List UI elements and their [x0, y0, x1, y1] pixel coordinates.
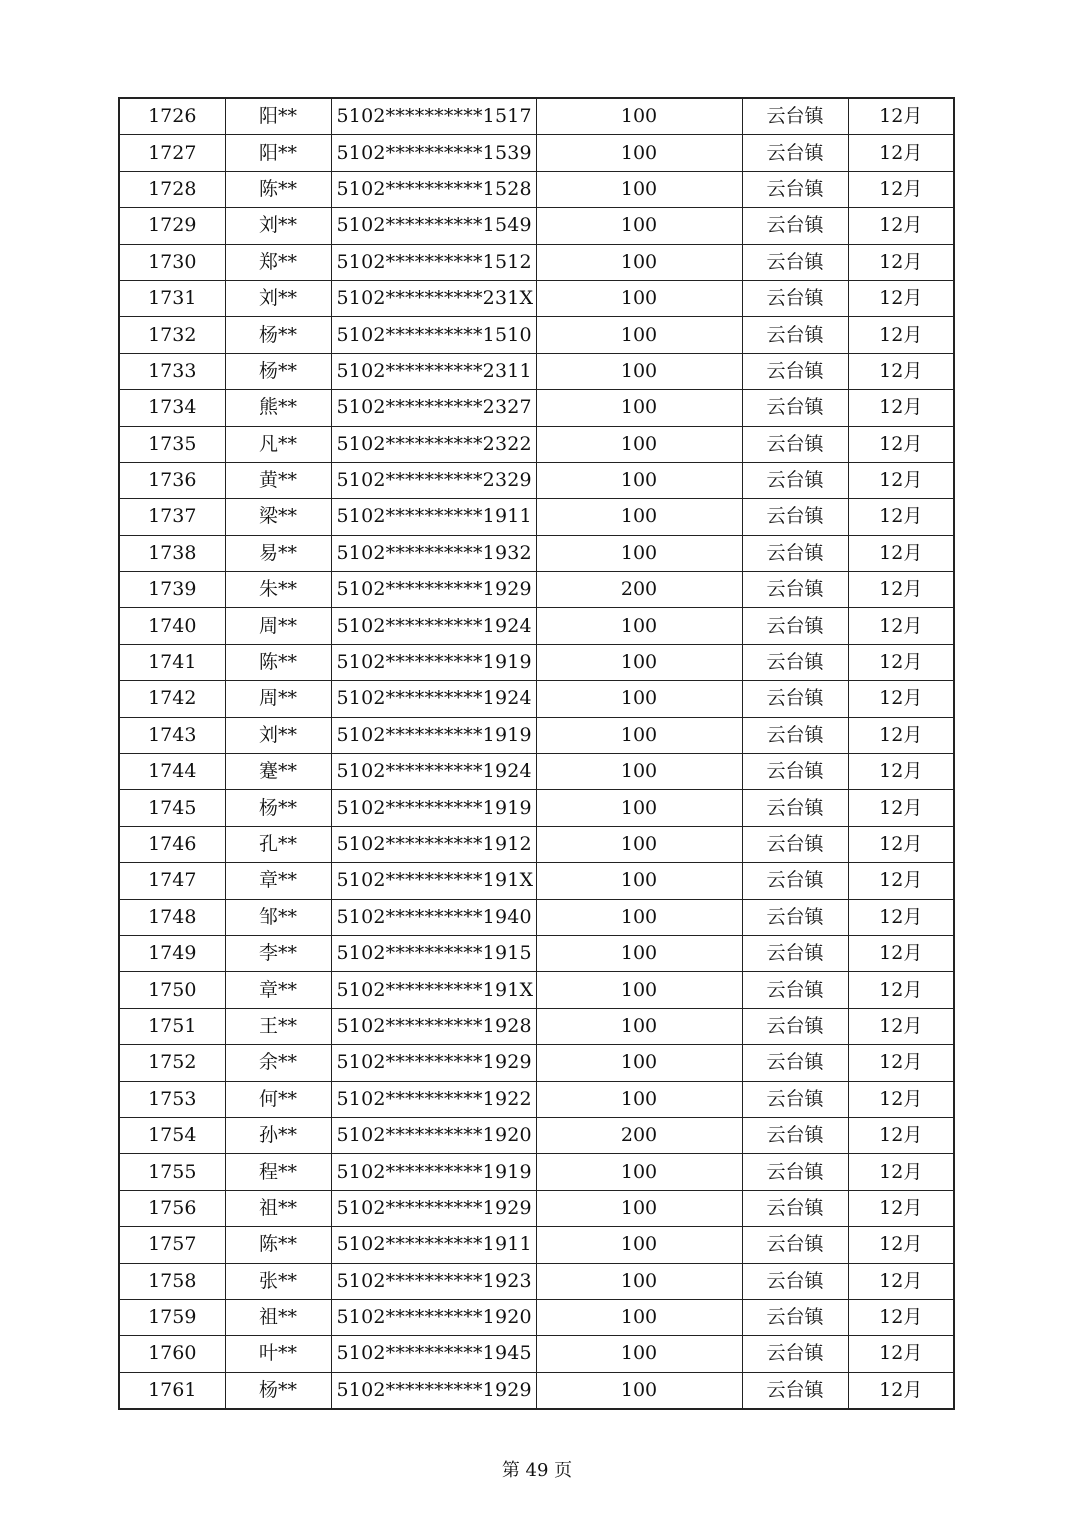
name-cell: 熊** [225, 390, 331, 426]
seq-cell: 1742 [119, 681, 225, 717]
table-row [119, 426, 954, 462]
town-cell: 云台镇 [742, 935, 848, 971]
month-cell: 12月 [848, 353, 954, 389]
town-cell: 云台镇 [742, 171, 848, 207]
seq-cell: 1750 [119, 972, 225, 1008]
town-cell: 云台镇 [742, 681, 848, 717]
name-cell: 周** [225, 681, 331, 717]
table-row [119, 1372, 954, 1409]
table-row [119, 972, 954, 1008]
id-number-cell: 5102**********1911 [331, 499, 536, 535]
amount-cell: 200 [536, 1117, 742, 1153]
amount-cell: 100 [536, 1336, 742, 1372]
amount-cell: 100 [536, 1154, 742, 1190]
id-number-cell: 5102**********1923 [331, 1263, 536, 1299]
town-cell: 云台镇 [742, 98, 848, 135]
month-cell: 12月 [848, 826, 954, 862]
name-cell: 陈** [225, 644, 331, 680]
seq-cell: 1757 [119, 1227, 225, 1263]
name-cell: 何** [225, 1081, 331, 1117]
amount-cell: 100 [536, 535, 742, 571]
month-cell: 12月 [848, 280, 954, 316]
id-number-cell: 5102**********1919 [331, 790, 536, 826]
id-number-cell: 5102**********1924 [331, 754, 536, 790]
id-number-cell: 5102**********1911 [331, 1227, 536, 1263]
seq-cell: 1753 [119, 1081, 225, 1117]
seq-cell: 1751 [119, 1008, 225, 1044]
id-number-cell: 5102**********1932 [331, 535, 536, 571]
table-row [119, 535, 954, 571]
name-cell: 叶** [225, 1336, 331, 1372]
town-cell: 云台镇 [742, 1299, 848, 1335]
id-number-cell: 5102**********1919 [331, 644, 536, 680]
town-cell: 云台镇 [742, 390, 848, 426]
amount-cell: 100 [536, 98, 742, 135]
amount-cell: 100 [536, 171, 742, 207]
id-number-cell: 5102**********1929 [331, 1045, 536, 1081]
id-number-cell: 5102**********191X [331, 972, 536, 1008]
town-cell: 云台镇 [742, 1154, 848, 1190]
id-number-cell: 5102**********1924 [331, 608, 536, 644]
id-number-cell: 5102**********191X [331, 863, 536, 899]
id-number-cell: 5102**********1922 [331, 1081, 536, 1117]
town-cell: 云台镇 [742, 790, 848, 826]
town-cell: 云台镇 [742, 1008, 848, 1044]
amount-cell: 100 [536, 935, 742, 971]
id-number-cell: 5102**********1517 [331, 98, 536, 135]
seq-cell: 1736 [119, 462, 225, 498]
name-cell: 张** [225, 1263, 331, 1299]
table-row [119, 135, 954, 171]
name-cell: 蹇** [225, 754, 331, 790]
month-cell: 12月 [848, 135, 954, 171]
amount-cell: 100 [536, 390, 742, 426]
table-row [119, 863, 954, 899]
table-row [119, 499, 954, 535]
name-cell: 刘** [225, 280, 331, 316]
month-cell: 12月 [848, 1336, 954, 1372]
month-cell: 12月 [848, 1154, 954, 1190]
month-cell: 12月 [848, 608, 954, 644]
month-cell: 12月 [848, 899, 954, 935]
seq-cell: 1734 [119, 390, 225, 426]
month-cell: 12月 [848, 244, 954, 280]
seq-cell: 1733 [119, 353, 225, 389]
town-cell: 云台镇 [742, 1045, 848, 1081]
table-row [119, 644, 954, 680]
town-cell: 云台镇 [742, 1117, 848, 1153]
name-cell: 朱** [225, 572, 331, 608]
seq-cell: 1726 [119, 98, 225, 135]
month-cell: 12月 [848, 1008, 954, 1044]
month-cell: 12月 [848, 717, 954, 753]
id-number-cell: 5102**********1528 [331, 171, 536, 207]
table-row [119, 572, 954, 608]
name-cell: 章** [225, 863, 331, 899]
seq-cell: 1749 [119, 935, 225, 971]
month-cell: 12月 [848, 1117, 954, 1153]
amount-cell: 100 [536, 681, 742, 717]
table-row [119, 717, 954, 753]
table-row [119, 1045, 954, 1081]
amount-cell: 100 [536, 1372, 742, 1409]
table-row [119, 353, 954, 389]
amount-cell: 100 [536, 899, 742, 935]
month-cell: 12月 [848, 1081, 954, 1117]
name-cell: 梁** [225, 499, 331, 535]
seq-cell: 1744 [119, 754, 225, 790]
month-cell: 12月 [848, 1190, 954, 1226]
town-cell: 云台镇 [742, 572, 848, 608]
town-cell: 云台镇 [742, 899, 848, 935]
name-cell: 杨** [225, 317, 331, 353]
month-cell: 12月 [848, 1045, 954, 1081]
id-number-cell: 5102**********1919 [331, 1154, 536, 1190]
id-number-cell: 5102**********2329 [331, 462, 536, 498]
town-cell: 云台镇 [742, 1372, 848, 1409]
town-cell: 云台镇 [742, 353, 848, 389]
month-cell: 12月 [848, 462, 954, 498]
name-cell: 章** [225, 972, 331, 1008]
id-number-cell: 5102**********1549 [331, 208, 536, 244]
month-cell: 12月 [848, 972, 954, 1008]
seq-cell: 1745 [119, 790, 225, 826]
seq-cell: 1756 [119, 1190, 225, 1226]
seq-cell: 1729 [119, 208, 225, 244]
month-cell: 12月 [848, 317, 954, 353]
table-row [119, 754, 954, 790]
name-cell: 黄** [225, 462, 331, 498]
town-cell: 云台镇 [742, 462, 848, 498]
month-cell: 12月 [848, 426, 954, 462]
table-row [119, 1190, 954, 1226]
month-cell: 12月 [848, 644, 954, 680]
id-number-cell: 5102**********1539 [331, 135, 536, 171]
amount-cell: 100 [536, 1299, 742, 1335]
name-cell: 祖** [225, 1299, 331, 1335]
town-cell: 云台镇 [742, 608, 848, 644]
town-cell: 云台镇 [742, 280, 848, 316]
town-cell: 云台镇 [742, 717, 848, 753]
name-cell: 杨** [225, 790, 331, 826]
month-cell: 12月 [848, 572, 954, 608]
id-number-cell: 5102**********231X [331, 280, 536, 316]
seq-cell: 1738 [119, 535, 225, 571]
id-number-cell: 5102**********2322 [331, 426, 536, 462]
name-cell: 刘** [225, 208, 331, 244]
id-number-cell: 5102**********1920 [331, 1117, 536, 1153]
amount-cell: 100 [536, 426, 742, 462]
id-number-cell: 5102**********1919 [331, 717, 536, 753]
amount-cell: 100 [536, 754, 742, 790]
name-cell: 杨** [225, 1372, 331, 1409]
table-row [119, 826, 954, 862]
id-number-cell: 5102**********1920 [331, 1299, 536, 1335]
seq-cell: 1760 [119, 1336, 225, 1372]
table-row [119, 899, 954, 935]
name-cell: 程** [225, 1154, 331, 1190]
seq-cell: 1739 [119, 572, 225, 608]
id-number-cell: 5102**********1924 [331, 681, 536, 717]
id-number-cell: 5102**********1915 [331, 935, 536, 971]
town-cell: 云台镇 [742, 244, 848, 280]
town-cell: 云台镇 [742, 208, 848, 244]
month-cell: 12月 [848, 863, 954, 899]
month-cell: 12月 [848, 390, 954, 426]
month-cell: 12月 [848, 171, 954, 207]
name-cell: 阳** [225, 135, 331, 171]
table-row [119, 1154, 954, 1190]
table-row [119, 98, 954, 135]
table-row [119, 935, 954, 971]
amount-cell: 100 [536, 644, 742, 680]
town-cell: 云台镇 [742, 1190, 848, 1226]
table-row [119, 317, 954, 353]
amount-cell: 100 [536, 208, 742, 244]
month-cell: 12月 [848, 1227, 954, 1263]
amount-cell: 100 [536, 790, 742, 826]
seq-cell: 1732 [119, 317, 225, 353]
id-number-cell: 5102**********1940 [331, 899, 536, 935]
month-cell: 12月 [848, 1263, 954, 1299]
id-number-cell: 5102**********1945 [331, 1336, 536, 1372]
name-cell: 孔** [225, 826, 331, 862]
id-number-cell: 5102**********2311 [331, 353, 536, 389]
amount-cell: 100 [536, 1008, 742, 1044]
amount-cell: 100 [536, 317, 742, 353]
table-row [119, 390, 954, 426]
name-cell: 邹** [225, 899, 331, 935]
amount-cell: 100 [536, 353, 742, 389]
amount-cell: 100 [536, 826, 742, 862]
town-cell: 云台镇 [742, 135, 848, 171]
name-cell: 周** [225, 608, 331, 644]
town-cell: 云台镇 [742, 826, 848, 862]
name-cell: 郑** [225, 244, 331, 280]
id-number-cell: 5102**********1512 [331, 244, 536, 280]
amount-cell: 100 [536, 863, 742, 899]
id-number-cell: 5102**********1929 [331, 1190, 536, 1226]
seq-cell: 1728 [119, 171, 225, 207]
table-row [119, 280, 954, 316]
month-cell: 12月 [848, 1372, 954, 1409]
month-cell: 12月 [848, 935, 954, 971]
seq-cell: 1741 [119, 644, 225, 680]
seq-cell: 1743 [119, 717, 225, 753]
month-cell: 12月 [848, 208, 954, 244]
amount-cell: 100 [536, 280, 742, 316]
seq-cell: 1747 [119, 863, 225, 899]
seq-cell: 1755 [119, 1154, 225, 1190]
table-row [119, 1117, 954, 1153]
name-cell: 陈** [225, 171, 331, 207]
table-row [119, 1336, 954, 1372]
month-cell: 12月 [848, 754, 954, 790]
name-cell: 刘** [225, 717, 331, 753]
amount-cell: 100 [536, 499, 742, 535]
table-row [119, 462, 954, 498]
town-cell: 云台镇 [742, 535, 848, 571]
table-row [119, 244, 954, 280]
amount-cell: 100 [536, 1227, 742, 1263]
table-row [119, 1227, 954, 1263]
name-cell: 凡** [225, 426, 331, 462]
month-cell: 12月 [848, 535, 954, 571]
seq-cell: 1730 [119, 244, 225, 280]
table-row [119, 1008, 954, 1044]
amount-cell: 100 [536, 1045, 742, 1081]
seq-cell: 1758 [119, 1263, 225, 1299]
seq-cell: 1754 [119, 1117, 225, 1153]
table-row [119, 171, 954, 207]
amount-cell: 100 [536, 717, 742, 753]
town-cell: 云台镇 [742, 317, 848, 353]
amount-cell: 100 [536, 1263, 742, 1299]
amount-cell: 200 [536, 572, 742, 608]
subsidy-table [118, 97, 955, 1410]
id-number-cell: 5102**********1929 [331, 1372, 536, 1409]
town-cell: 云台镇 [742, 1081, 848, 1117]
town-cell: 云台镇 [742, 1227, 848, 1263]
seq-cell: 1740 [119, 608, 225, 644]
seq-cell: 1727 [119, 135, 225, 171]
amount-cell: 100 [536, 608, 742, 644]
table-row [119, 790, 954, 826]
town-cell: 云台镇 [742, 972, 848, 1008]
seq-cell: 1759 [119, 1299, 225, 1335]
seq-cell: 1746 [119, 826, 225, 862]
town-cell: 云台镇 [742, 1263, 848, 1299]
amount-cell: 100 [536, 1190, 742, 1226]
name-cell: 易** [225, 535, 331, 571]
table-row [119, 208, 954, 244]
seq-cell: 1735 [119, 426, 225, 462]
month-cell: 12月 [848, 499, 954, 535]
town-cell: 云台镇 [742, 499, 848, 535]
town-cell: 云台镇 [742, 426, 848, 462]
id-number-cell: 5102**********1912 [331, 826, 536, 862]
seq-cell: 1752 [119, 1045, 225, 1081]
id-number-cell: 5102**********2327 [331, 390, 536, 426]
month-cell: 12月 [848, 790, 954, 826]
table-row [119, 1299, 954, 1335]
name-cell: 李** [225, 935, 331, 971]
town-cell: 云台镇 [742, 754, 848, 790]
seq-cell: 1731 [119, 280, 225, 316]
seq-cell: 1761 [119, 1372, 225, 1409]
amount-cell: 100 [536, 972, 742, 1008]
name-cell: 余** [225, 1045, 331, 1081]
name-cell: 陈** [225, 1227, 331, 1263]
id-number-cell: 5102**********1928 [331, 1008, 536, 1044]
month-cell: 12月 [848, 681, 954, 717]
amount-cell: 100 [536, 135, 742, 171]
month-cell: 12月 [848, 1299, 954, 1335]
amount-cell: 100 [536, 462, 742, 498]
seq-cell: 1748 [119, 899, 225, 935]
id-number-cell: 5102**********1929 [331, 572, 536, 608]
town-cell: 云台镇 [742, 1336, 848, 1372]
name-cell: 杨** [225, 353, 331, 389]
town-cell: 云台镇 [742, 863, 848, 899]
table-row [119, 1263, 954, 1299]
amount-cell: 100 [536, 1081, 742, 1117]
table-row [119, 608, 954, 644]
id-number-cell: 5102**********1510 [331, 317, 536, 353]
seq-cell: 1737 [119, 499, 225, 535]
name-cell: 孙** [225, 1117, 331, 1153]
table-row [119, 681, 954, 717]
name-cell: 祖** [225, 1190, 331, 1226]
table-body [119, 98, 954, 1409]
amount-cell: 100 [536, 244, 742, 280]
table-row [119, 1081, 954, 1117]
name-cell: 王** [225, 1008, 331, 1044]
month-cell: 12月 [848, 98, 954, 135]
town-cell: 云台镇 [742, 644, 848, 680]
name-cell: 阳** [225, 98, 331, 135]
page-number: 第 49 页 [501, 1460, 573, 1481]
